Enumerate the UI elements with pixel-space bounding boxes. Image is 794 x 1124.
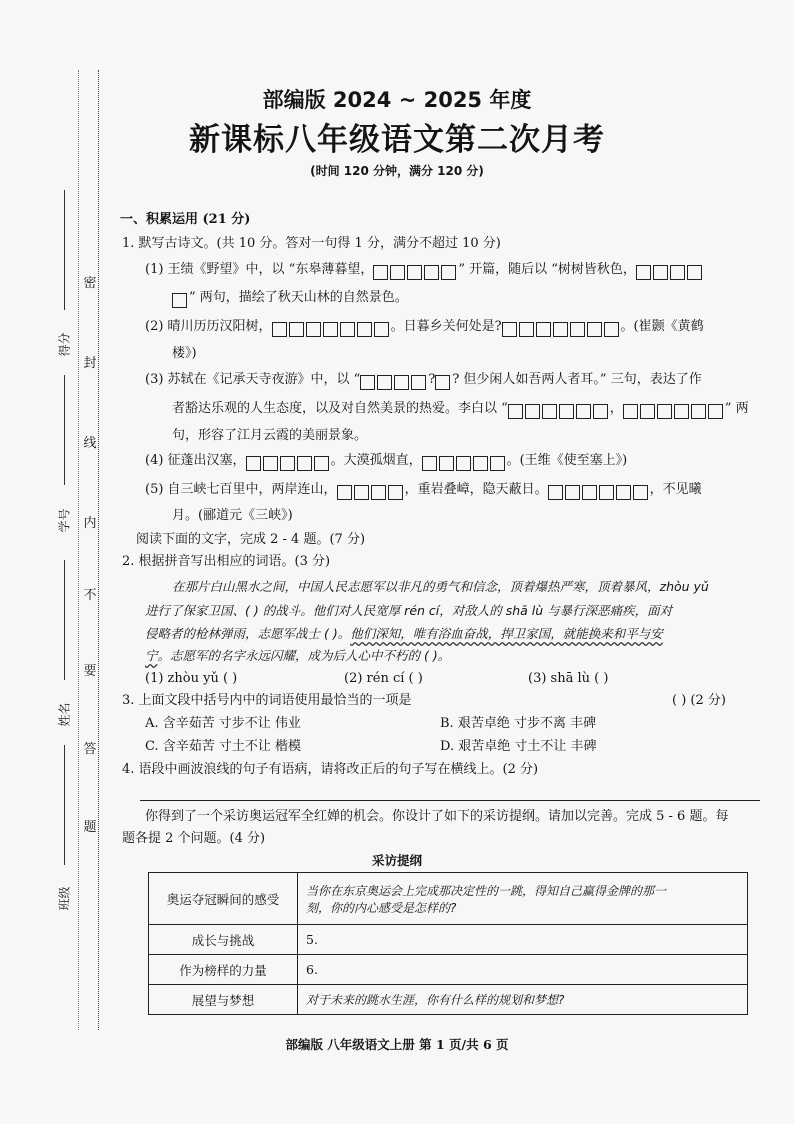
- q2-passage-line3: [145, 625, 663, 643]
- topic-cell: 奥运夺冠瞬间的感受: [149, 873, 298, 925]
- q1-text: (5) 自三峡七百里中，两岸连山，: [145, 482, 337, 497]
- exam-time-note: (时间 120 分钟，满分 120 分): [310, 164, 484, 178]
- answer-boxes[interactable]: [508, 403, 610, 421]
- answer-boxes[interactable]: [337, 484, 405, 502]
- question-text: 当你在东京奥运会上完成那决定性的一跳，得知自己赢得金牌的那一: [306, 883, 667, 898]
- seal-char: 不: [83, 588, 97, 603]
- name-line: [64, 560, 65, 680]
- q2-passage-line2: 进行了保家卫国、( ) 的战斗。他们对人民宽厚 rén cí，对敌人的 shā lù 与暴行深恶痛疾，面对: [145, 603, 673, 618]
- q1-part3-line2: [172, 400, 749, 421]
- answer-boxes[interactable]: [172, 292, 189, 310]
- q2-passage-line4: [145, 647, 450, 665]
- answer-boxes[interactable]: [636, 264, 704, 282]
- answer-boxes[interactable]: [422, 455, 507, 473]
- q4-answer-line[interactable]: [140, 800, 760, 801]
- q1-part3-line1: [145, 371, 702, 392]
- name-label: 姓名: [57, 702, 72, 727]
- q1-text: ，: [609, 401, 623, 416]
- topic-cell: 作为榜样的力量: [149, 955, 298, 985]
- q3-option-d[interactable]: D. 艰苦卓绝 寸土不让 丰碑: [440, 739, 597, 754]
- q3-option-b[interactable]: B. 艰苦卓绝 寸步不离 丰碑: [440, 716, 597, 731]
- q2-stem: 2. 根据拼音写出相应的词语。(3 分): [122, 554, 331, 569]
- seal-char: 题: [83, 820, 97, 835]
- interview-outline-table: [148, 872, 748, 1015]
- wavy-underlined-sentence-end: 宁: [145, 648, 158, 663]
- q3-answer-score[interactable]: ( ) (2 分): [672, 693, 726, 708]
- q2-blank-3[interactable]: (3) shā lù ( ): [528, 671, 609, 686]
- wavy-underlined-sentence: 他们深知，唯有浴血奋战，捍卫家国，就能换来和平与安: [350, 626, 663, 641]
- answer-boxes[interactable]: [502, 321, 621, 339]
- score-line: [64, 190, 65, 310]
- table-title: 采访提纲: [371, 853, 422, 868]
- q1-text: (4) 征蓬出汉塞，: [145, 453, 246, 468]
- question-text: 刻，你的内心感受是怎样的?: [306, 900, 457, 915]
- answer-boxes[interactable]: [623, 403, 725, 421]
- table-row: [149, 985, 748, 1015]
- q1-text: 者豁达乐观的人生态度，以及对自然美景的热爱。李白以 “: [172, 401, 508, 416]
- answer-boxes[interactable]: [548, 484, 650, 502]
- q2-blank-2[interactable]: (2) rén cí ( ): [344, 671, 423, 686]
- passage-text: 。志愿军的名字永远闪耀，成为后人心中不朽的 ( )。: [157, 648, 451, 663]
- answer-boxes[interactable]: [360, 374, 428, 392]
- q1-text: ? 但少闲人如吾两人者耳。” 三句，表达了作: [452, 372, 702, 387]
- table-row: [149, 955, 748, 985]
- seal-char: 封: [83, 356, 97, 371]
- q1-part5-line2: 月。(郦道元《三峡》): [172, 508, 293, 523]
- class-label: 班级: [57, 886, 72, 911]
- table-row: [149, 873, 748, 925]
- binding-line-inner: [98, 70, 99, 1030]
- q1-text: 。大漠孤烟直，: [330, 453, 422, 468]
- answer-cell-q5[interactable]: 5.: [298, 925, 748, 955]
- seal-char: 答: [83, 742, 97, 757]
- topic-cell: 展望与梦想: [149, 985, 298, 1015]
- q1-text: ，重岩叠嶂，隐天蔽日。: [404, 482, 548, 497]
- q56-intro-line1: 你得到了一个采访奥运冠军全红婵的机会。你设计了如下的采访提纲。请加以完善。完成 5 - 6 题。每: [145, 809, 729, 824]
- q1-stem: 1. 默写古诗文。(共 10 分。答对一句得 1 分，满分不超过 10 分): [122, 236, 501, 251]
- q3-stem: 3. 上面文段中括号内中的词语使用最恰当的一项是: [122, 693, 412, 708]
- exam-title: 新课标八年级语文第二次月考: [189, 122, 605, 158]
- class-line: [64, 745, 65, 865]
- exam-edition: 部编版 2024 ~ 2025 年度: [262, 88, 532, 112]
- q1-part5-line1: [145, 481, 702, 502]
- q2-passage-line1: 在那片白山黑水之间，中国人民志愿军以非凡的勇气和信念，顶着爆热严寒，顶着暴风，zhòu yǔ: [172, 579, 709, 594]
- q1-part4: [145, 452, 627, 473]
- q3-option-c[interactable]: C. 含辛茹苦 寸土不让 楷模: [145, 739, 302, 754]
- q1-text: ” 开篇，随后以 “树树皆秋色，: [458, 262, 636, 277]
- score-label: 得分: [57, 332, 72, 357]
- answer-boxes[interactable]: [435, 374, 452, 392]
- answer-boxes[interactable]: [246, 455, 331, 473]
- q1-part1-line1: [145, 261, 704, 282]
- q1-part1-line2: [172, 289, 408, 310]
- q1-text: 。日暮乡关何处是?: [390, 319, 502, 334]
- q56-intro-line2: 题各提 2 个问题。(4 分): [122, 831, 266, 846]
- answer-boxes[interactable]: [272, 321, 391, 339]
- q1-part2-line1: [145, 318, 704, 339]
- q1-text: (1) 王绩《野望》中，以 “东皋薄暮望，: [145, 262, 374, 277]
- passage-text: 侵略者的枪林弹雨，志愿军战士 ( )。: [145, 626, 351, 641]
- q3-option-a[interactable]: A. 含辛茹苦 寸步不让 伟业: [145, 716, 301, 731]
- q1-text: ，不见曦: [649, 482, 702, 497]
- seal-char: 线: [83, 436, 97, 451]
- student-no-label: 学号: [57, 508, 72, 533]
- section-heading: 一、积累运用 (21 分): [120, 212, 251, 227]
- page-footer: 部编版 八年级语文上册 第 1 页/共 6 页: [285, 1037, 509, 1052]
- question-cell: [298, 873, 748, 925]
- q1-text: 。(王维《使至塞上》): [506, 453, 628, 468]
- seal-char: 密: [83, 276, 97, 291]
- q1-text: ” 两: [724, 401, 749, 416]
- question-cell: 对于未来的跳水生涯，你有什么样的规划和梦想?: [298, 985, 748, 1015]
- student-no-line: [64, 375, 65, 485]
- q1-text: ?: [428, 372, 436, 387]
- seal-char: 要: [83, 664, 97, 679]
- reading-intro: 阅读下面的文字，完成 2 - 4 题。(7 分): [136, 532, 366, 547]
- q1-text: (3) 苏轼在《记承天寺夜游》中，以 “: [145, 372, 361, 387]
- q1-part2-line2: 楼》): [172, 346, 197, 361]
- q2-blank-1[interactable]: (1) zhòu yǔ ( ): [145, 671, 238, 686]
- seal-char: 内: [83, 516, 97, 531]
- q4-stem: 4. 语段中画波浪线的句子有语病，请将改正后的句子写在横线上。(2 分): [122, 762, 539, 777]
- q1-text: 。(崔颢《黄鹤: [620, 319, 704, 334]
- table-row: [149, 925, 748, 955]
- topic-cell: 成长与挑战: [149, 925, 298, 955]
- binding-line-outer: [78, 70, 79, 1030]
- answer-boxes[interactable]: [373, 264, 458, 282]
- answer-cell-q6[interactable]: 6.: [298, 955, 748, 985]
- q1-text: ” 两句，描绘了秋天山林的自然景色。: [189, 290, 408, 305]
- q1-text: (2) 晴川历历汉阳树，: [145, 319, 272, 334]
- q1-part3-line3: 句，形容了江月云霞的美丽景象。: [172, 428, 368, 443]
